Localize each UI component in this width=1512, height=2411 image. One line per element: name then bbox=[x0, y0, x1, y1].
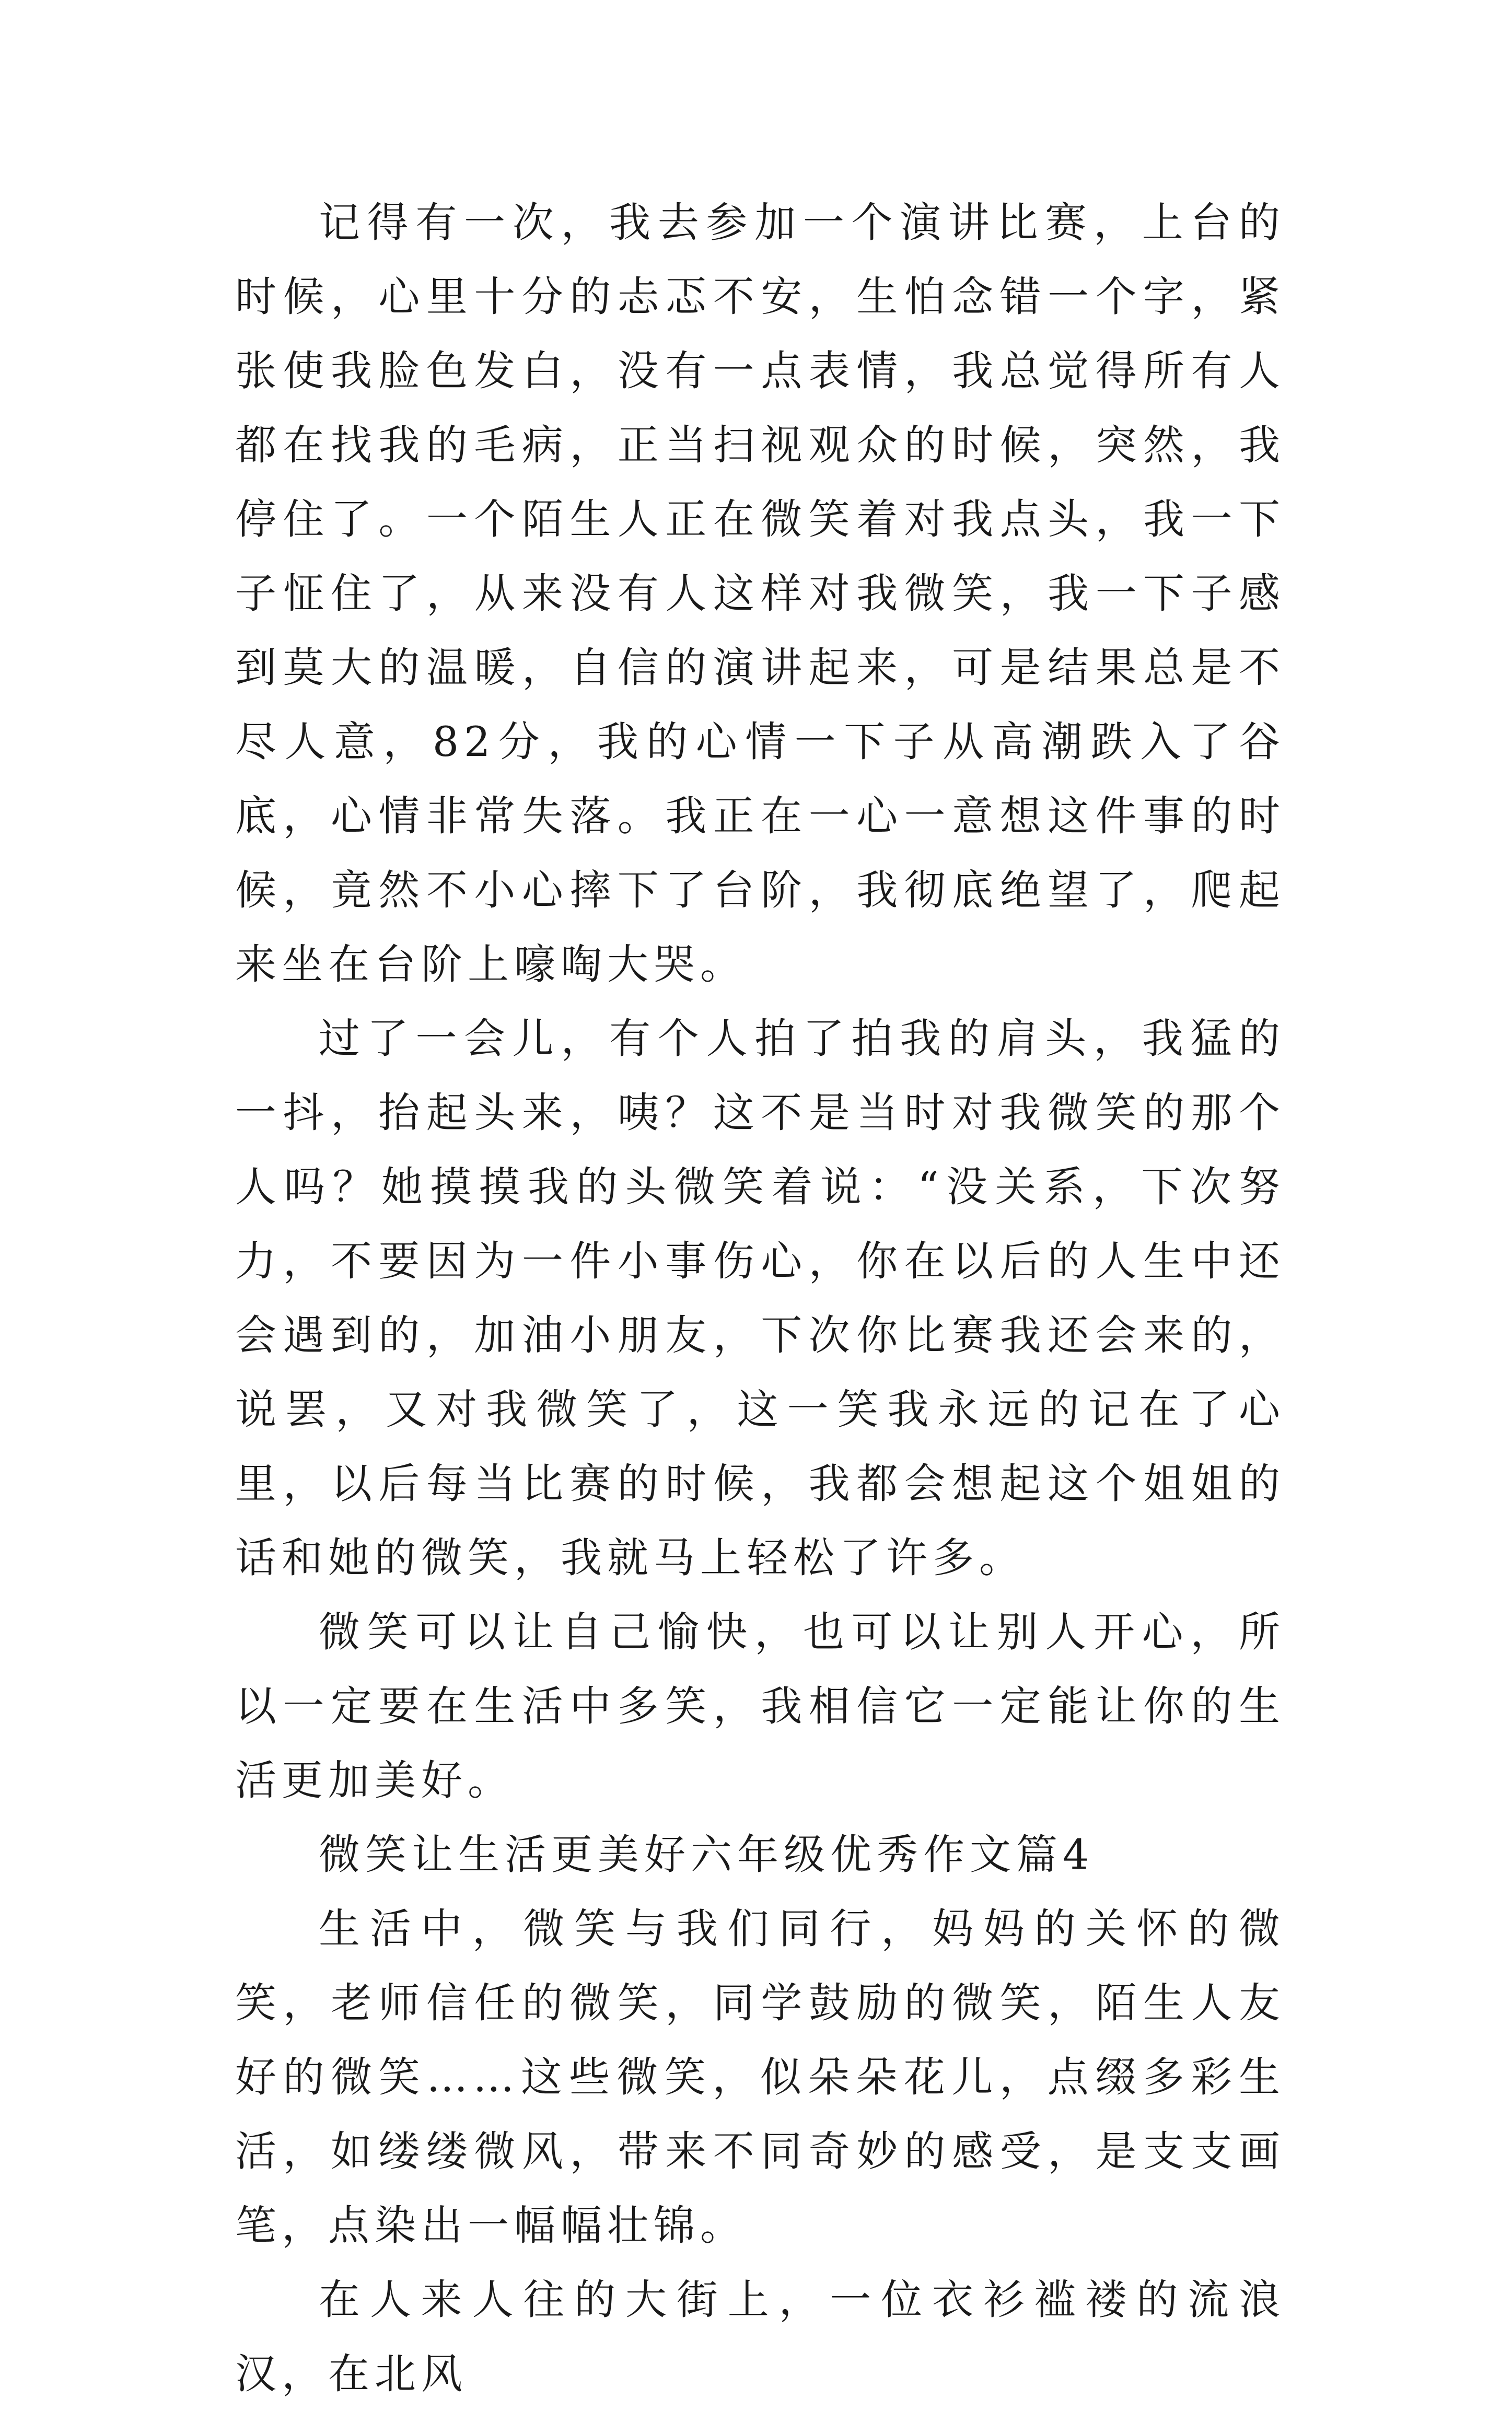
paragraph: 过了一会儿，有个人拍了拍我的肩头，我猛的一抖，抬起头来，咦？这不是当时对我微笑的那个人吗？她摸摸我的头微笑着说：“没关系，下次努力，不要因为一件小事伤心，你在以后的人生中还会遇到的，加油小朋友，下次你比赛我还会来的，说罢，又对我微笑了，这一笑我永远的记在了心里，以后每当比赛的时候，我都会想起这个姐姐的话和她的微笑，我就马上轻松了许多。 bbox=[235, 1015, 1285, 1582]
paragraph: 微笑可以让自己愉快，也可以让别人开心，所以一定要在生活中多笑，我相信它一定能让你的生活更加美好。 bbox=[235, 1608, 1285, 1804]
paragraph: 生活中，微笑与我们同行，妈妈的关怀的微笑，老师信任的微笑，同学鼓励的微笑，陌生人友好的微笑……这些微笑，似朵朵花儿，点缀多彩生活，如缕缕微风，带来不同奇妙的感受，是支支画笔，点染出一幅幅壮锦。 bbox=[235, 1905, 1285, 2250]
paragraph: 记得有一次，我去参加一个演讲比赛，上台的时候，心里十分的忐忑不安，生怕念错一个字，紧张使我脸色发白，没有一点表情，我总觉得所有人都在找我的毛病，正当扫视观众的时候，突然，我停住了。一个陌生人正在微笑着对我点头，我一下子怔住了，从来没有人这样对我微笑，我一下子感到莫大的温暖，自信的演讲起来，可是结果总是不尽人意，82分，我的心情一下子从高潮跌入了谷底，心情非常失落。我正在一心一意想这件事的时候，竟然不小心摔下了台阶，我彻底绝望了，爬起来坐在台阶上嚎啕大哭。 bbox=[235, 199, 1285, 988]
paragraph: 在人来人往的大街上，一位衣衫褴褛的流浪汉，在北风 bbox=[235, 2276, 1285, 2398]
section-title: 微笑让生活更美好六年级优秀作文篇4 bbox=[319, 1831, 1095, 1879]
document-body bbox=[235, 185, 1285, 2411]
